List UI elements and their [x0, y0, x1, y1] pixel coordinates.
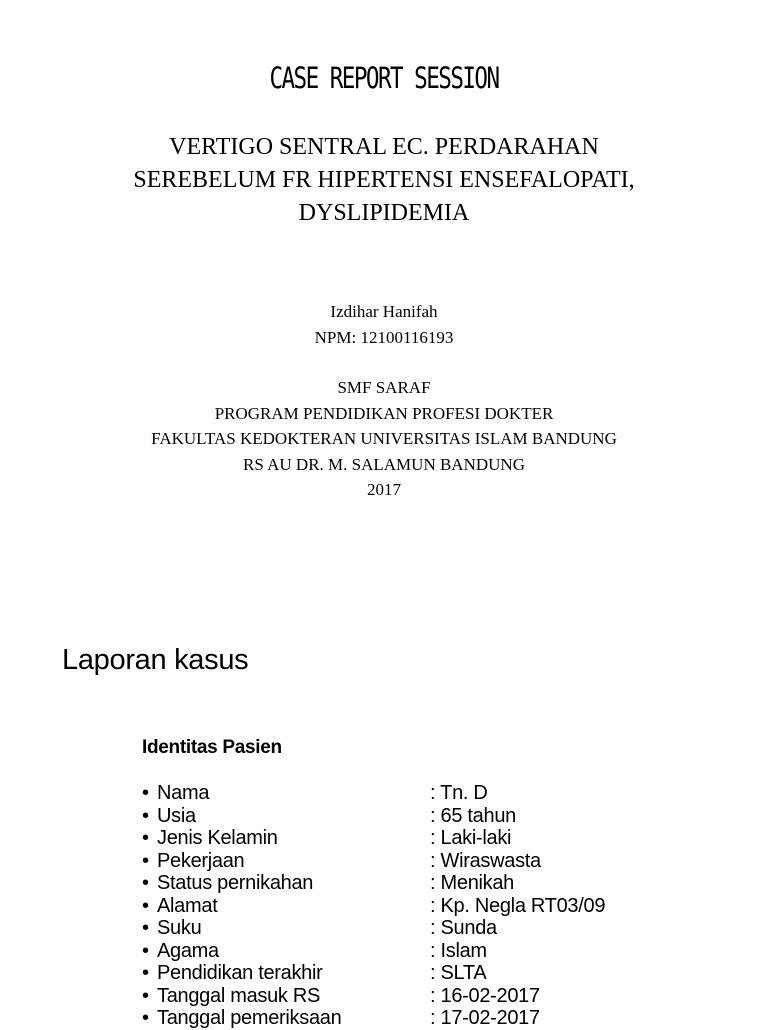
identity-row-nama: [142, 782, 722, 805]
bullet-icon: •: [142, 962, 149, 984]
institution-line: RS AU DR. M. SALAMUN BANDUNG: [243, 454, 525, 474]
author-npm: NPM: 12100116193: [314, 327, 454, 347]
field-value: : Tn. D: [430, 782, 488, 804]
slide-title: Laporan kasus: [62, 644, 249, 676]
field-label: Alamat: [157, 894, 218, 917]
field-label: Nama: [157, 782, 210, 804]
bullet-icon: •: [142, 917, 149, 939]
bullet-icon: •: [142, 782, 149, 804]
identity-row-jenis-kelamin: [142, 827, 722, 850]
bullet-icon: •: [142, 872, 149, 894]
identity-row-tanggal-pemeriksaan: [142, 1007, 722, 1030]
field-value: : Wiraswasta: [430, 849, 541, 872]
field-value: : Laki-laki: [430, 827, 512, 849]
field-label: Tanggal masuk RS: [157, 984, 321, 1007]
bullet-icon: •: [142, 894, 149, 917]
case-title: [0, 131, 768, 230]
bullet-icon: •: [142, 939, 149, 962]
case-title-line: DYSLIPIDEMIA: [298, 200, 470, 226]
bullet-icon: •: [142, 1007, 149, 1029]
field-label: Status pernikahan: [157, 872, 314, 894]
identity-row-suku: [142, 917, 722, 940]
field-label: Suku: [157, 917, 202, 939]
identity-row-status-pernikahan: [142, 872, 722, 895]
bullet-icon: •: [142, 984, 149, 1007]
patient-identity-list: [142, 782, 722, 1030]
field-label: Agama: [157, 939, 219, 962]
field-value: : Sunda: [430, 917, 497, 939]
patient-identity-heading: Identitas Pasien: [142, 737, 282, 758]
institution-line: SMF SARAF: [337, 378, 431, 397]
identity-row-pendidikan-terakhir: [142, 962, 722, 985]
field-value: : 65 tahun: [430, 804, 516, 827]
field-label: Pekerjaan: [157, 849, 245, 872]
author-name: Izdihar Hanifah: [330, 302, 438, 321]
field-value: : SLTA: [430, 962, 487, 984]
institution-block: [0, 375, 768, 503]
identity-row-tanggal-masuk-rs: [142, 985, 722, 1008]
field-label: Pendidikan terakhir: [157, 962, 323, 984]
identity-row-agama: [142, 940, 722, 963]
field-value: : 17-02-2017: [430, 1007, 540, 1029]
field-label: Usia: [157, 804, 196, 827]
case-report-slide: [0, 600, 768, 1029]
institution-line: FAKULTAS KEDOKTERAN UNIVERSITAS ISLAM BANDUNG: [151, 429, 617, 448]
bullet-icon: •: [142, 827, 149, 849]
case-title-line: VERTIGO SENTRAL EC. PERDARAHAN: [169, 134, 599, 160]
case-report-header: CASE REPORT SESSION: [269, 61, 499, 95]
bullet-icon: •: [142, 849, 149, 872]
field-label: Jenis Kelamin: [157, 827, 278, 849]
field-value: : Islam: [430, 939, 487, 962]
identity-row-alamat: [142, 895, 722, 918]
bullet-icon: •: [142, 804, 149, 827]
field-value: : 16-02-2017: [430, 984, 540, 1007]
identity-row-pekerjaan: [142, 850, 722, 873]
field-value: : Kp. Negla RT03/09: [430, 894, 606, 917]
author-block: [0, 299, 768, 350]
case-title-line: SEREBELUM FR HIPERTENSI ENSEFALOPATI,: [133, 167, 635, 193]
report-year: 2017: [367, 480, 401, 499]
identity-row-usia: [142, 805, 722, 828]
field-label: Tanggal pemeriksaan: [157, 1007, 342, 1029]
field-value: : Menikah: [430, 872, 515, 894]
institution-line: PROGRAM PENDIDIKAN PROFESI DOKTER: [214, 403, 554, 423]
